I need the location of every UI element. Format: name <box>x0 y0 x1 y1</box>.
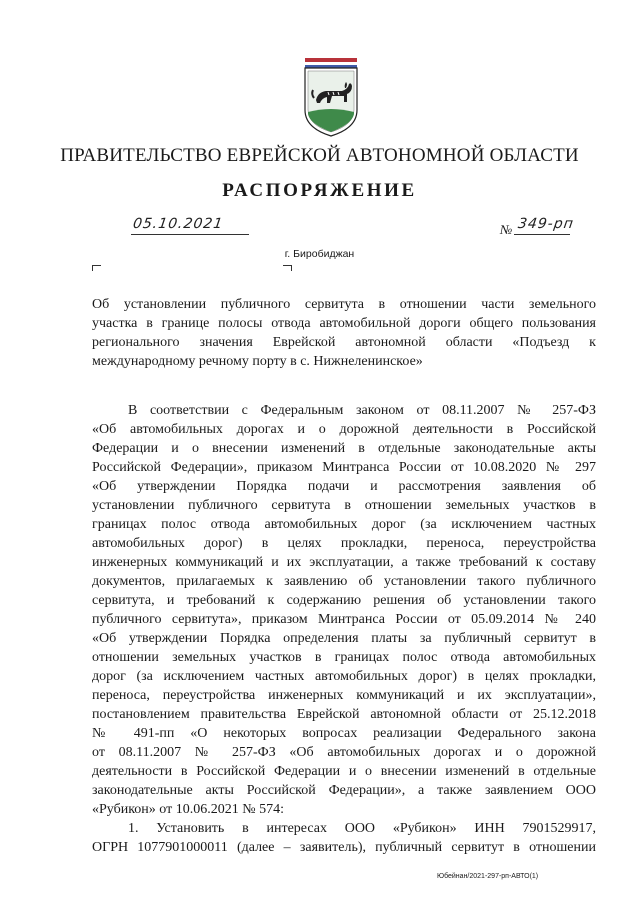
body-line: переноса, переустройства инженерных коммуникаций и их эксплуатации», <box>92 688 596 703</box>
subject-line: регионального значения Еврейской автономной области «Подъезд к <box>92 335 596 350</box>
document-type: РАСПОРЯЖЕНИЕ <box>222 180 417 201</box>
subject-block <box>92 295 596 371</box>
body-line: публичного сервитута», приказом Минтранса России от 05.09.2014 № 240 <box>92 612 596 627</box>
date-underline <box>131 234 249 235</box>
body-line: законодательные акты Российской Федерации», а также заявлением ООО <box>92 783 596 798</box>
document-footer-code: Юбейнан/2021-297-рп-АВТО(1) <box>437 873 539 880</box>
body-line: Федерации и о внесении изменений в отдельные законодательные акты <box>92 441 596 456</box>
handwritten-date: 05.10.2021 <box>131 216 225 232</box>
body-line: «Об утверждении Порядка определения платы за публичный сервитут в <box>92 631 596 646</box>
body-line: установлении публичного сервитута в отношении земельных участков в <box>92 498 596 513</box>
subject-line: Об установлении публичного сервитута в отношении части земельного <box>92 297 596 312</box>
body-line: деятельности в Российской Федерации и о внесении изменений в отдельные <box>92 764 596 779</box>
body-line: 1. Установить в интересах ООО «Рубикон» ИНН 7901529917, <box>128 821 596 836</box>
subject-line: участка в границе полосы отвода автомобильной дороги общего пользования <box>92 316 596 331</box>
body-line: № 491-пп «О некоторых вопросах реализации Федерального закона <box>92 726 596 741</box>
body-line: дорог (за исключением частных автомобильных дорог) в целях прокладки, <box>92 669 596 684</box>
body-line: границах полос отвода автомобильных дорог (за исключением частных <box>92 517 596 532</box>
number-prefix: № <box>500 222 513 237</box>
body-line: документов, прилагаемых к заявлению об установлении такого публичного <box>92 574 596 589</box>
body-line: инженерных коммуникаций и их эксплуатации, а также требований к составу <box>92 555 596 570</box>
number-underline <box>514 234 570 235</box>
body-line: ОГРН 1077901000011 (далее – заявитель), публичный сервитут в отношении <box>92 840 596 855</box>
body-line: от 08.11.2007 № 257-ФЗ «Об автомобильных дорогах и о дорожной <box>92 745 596 760</box>
coat-of-arms-icon <box>302 56 360 138</box>
corner-mark-left <box>92 265 101 271</box>
handwritten-number: 349-рп <box>516 216 575 232</box>
body-line: сервитута, и требований к содержанию решения об установлении такого <box>92 593 596 608</box>
body-line: «Рубикон» от 10.06.2021 № 574: <box>92 802 284 817</box>
body-text <box>92 402 596 858</box>
body-line: «Об автомобильных дорогах и о дорожной деятельности в Российской <box>92 422 596 437</box>
body-line: В соответствии с Федеральным законом от 08.11.2007 № 257-ФЗ <box>128 403 596 418</box>
body-line: автомобильных дорог) в целях прокладки, переноса, переустройства <box>92 536 596 551</box>
body-line: постановлением правительства Еврейской автономной области от 25.12.2018 <box>92 707 596 722</box>
corner-mark-right <box>283 265 292 271</box>
body-line: отношении земельных участков в границах полос отвода автомобильных <box>92 650 596 665</box>
subject-line: международному речному порту в с. Нижнеленинское» <box>92 354 423 369</box>
body-line: «Об утверждении Порядка подачи и рассмотрения заявления об <box>92 479 596 494</box>
body-line: Российской Федерации», приказом Минтранса России от 10.08.2020 № 297 <box>92 460 596 475</box>
city: г. Биробиджан <box>284 248 355 260</box>
government-title: ПРАВИТЕЛЬСТВО ЕВРЕЙСКОЙ АВТОНОМНОЙ ОБЛАСТИ <box>60 145 579 166</box>
